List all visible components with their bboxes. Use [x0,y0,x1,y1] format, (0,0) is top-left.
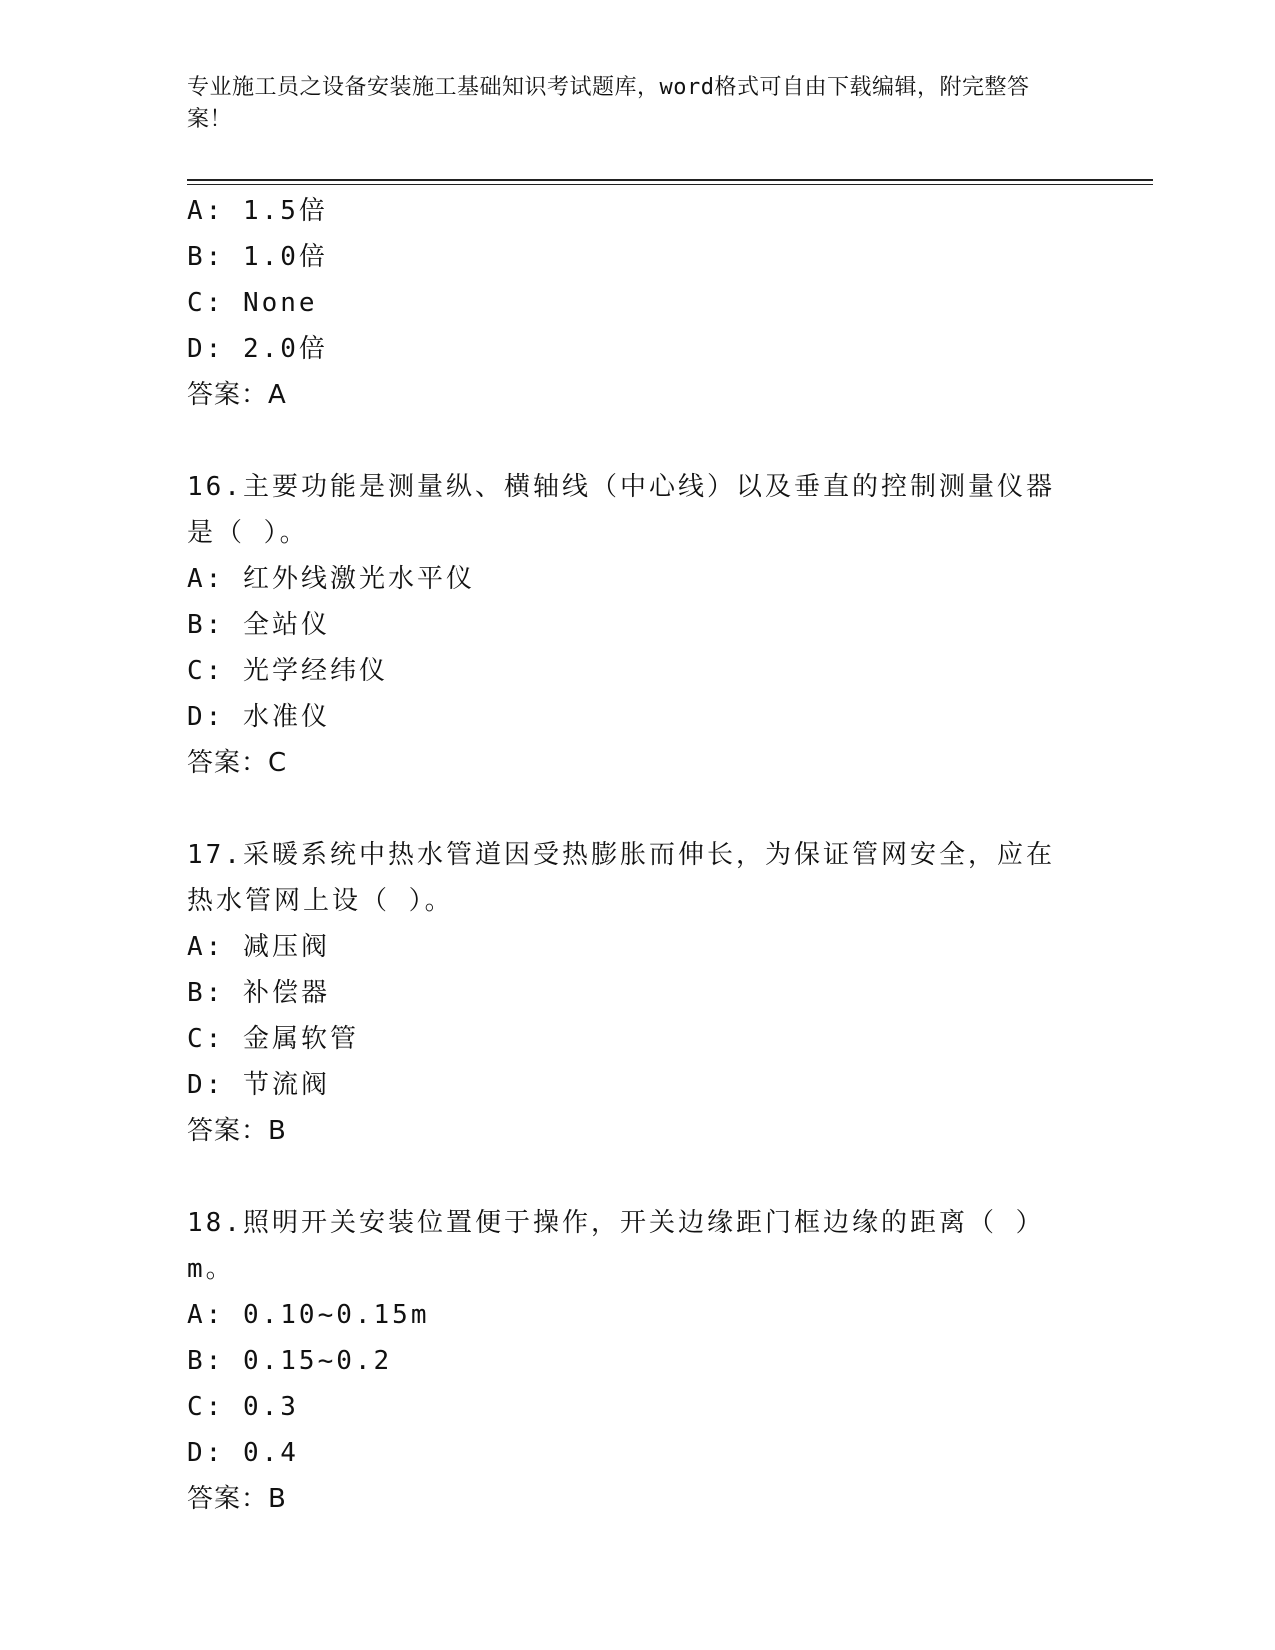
option-d: D: 2.0倍 [187,334,328,364]
header-divider-thick [187,179,1153,181]
option-a: A: 1.5倍 [187,196,328,226]
question-block-16 [187,464,1087,786]
option-d: D: 节流阀 [187,1070,330,1100]
option-c: C: 光学经纬仪 [187,656,388,686]
option-b: B: 1.0倍 [187,242,328,272]
question-list [187,188,1087,1568]
question-block-15 [187,188,1087,418]
question-block-17 [187,832,1087,1154]
option-b: B: 全站仪 [187,610,330,640]
option-d: D: 水准仪 [187,702,330,732]
question-block-18 [187,1200,1087,1522]
question-text: 17.采暖系统中热水管道因受热膨胀而伸长，为保证管网安全，应在热水管网上设（ ）。 [187,840,1055,916]
option-a: A: 减压阀 [187,932,330,962]
option-c: C: 金属软管 [187,1024,359,1054]
document-header: 专业施工员之设备安装施工基础知识考试题库，word格式可自由下载编辑，附完整答案！ [187,75,1030,132]
option-c: C: 0.3 [187,1392,299,1422]
option-b: B: 0.15~0.2 [187,1346,393,1376]
answer-line: 答案：A [187,380,287,410]
option-b: B: 补偿器 [187,978,330,1008]
answer-line: 答案：B [187,1484,287,1514]
option-a: A: 红外线激光水平仪 [187,564,475,594]
option-c: C: None [187,288,318,318]
answer-line: 答案：C [187,748,288,778]
option-a: A: 0.10~0.15m [187,1300,430,1330]
answer-line: 答案：B [187,1116,287,1146]
option-d: D: 0.4 [187,1438,299,1468]
question-text: 18.照明开关安装位置便于操作，开关边缘距门框边缘的距离（ ）m。 [187,1208,1045,1284]
header-divider-thin [187,184,1153,185]
question-text: 16.主要功能是测量纵、横轴线（中心线）以及垂直的控制测量仪器是（ ）。 [187,472,1055,548]
